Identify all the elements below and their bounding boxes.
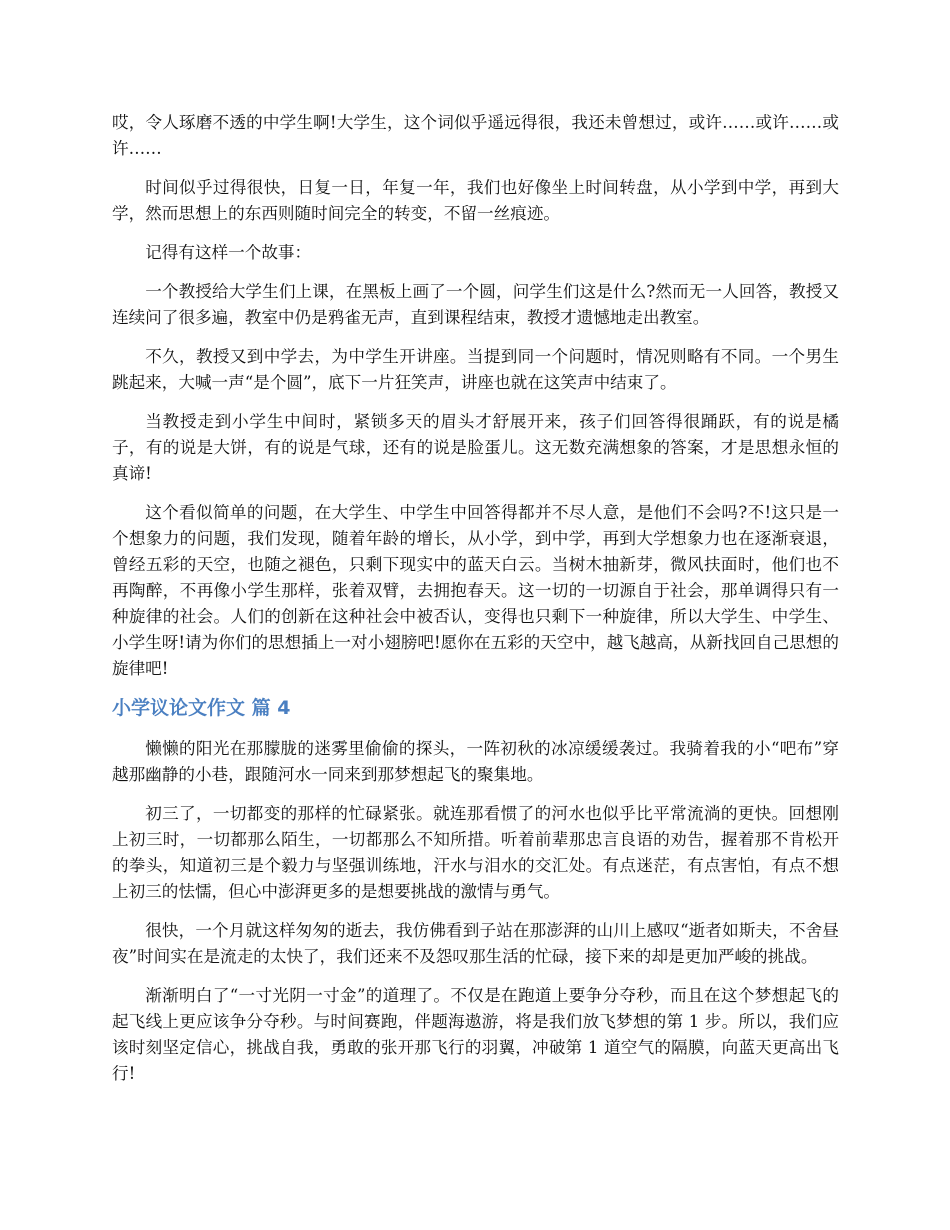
paragraph-2: 时间似乎过得很快，日复一日，年复一年，我们也好像坐上时间转盘，从小学到中学，再到大学，然而思想上的东西则随时间完全的转变，不留一丝痕迹。 [112, 178, 839, 223]
paragraph-10: 很快，一个月就这样匆匆的逝去，我仿佛看到子站在那澎湃的山川上感叹“逝者如斯夫，不舍昼夜”时间实在是流走的太快了，我们还来不及怨叹那生活的忙碌，接下来的却是更加严峻的挑战。 [112, 921, 839, 966]
paragraph-8: 懒懒的阳光在那朦胧的迷雾里偷偷的探头，一阵初秋的冰凉缓缓袭过。我骑着我的小“吧布”穿越那幽静的小巷，跟随河水一同来到那梦想起飞的聚集地。 [112, 739, 839, 784]
document-page [112, 110, 839, 1100]
paragraph-9: 初三了，一切都变的那样的忙碌紧张。就连那看惯了的河水也似乎比平常流淌的更快。回想刚上初三时，一切都那么陌生，一切都那么不知所措。听着前辈那忠言良语的劝告，握着那不肯松开的拳头，知道初三是个毅力与坚强训练地，汗水与泪水的交汇处。有点迷茫，有点害怕，有点不想上初三的怯懦，但心中澎湃更多的是想要挑战的激情与勇气。 [112, 804, 839, 901]
paragraph-11: 渐渐明白了“一寸光阴一寸金”的道理了。不仅是在跑道上要争分夺秒，而且在这个梦想起飞的起飞线上更应该争分夺秒。与时间赛跑，伴题海遨游，将是我们放飞梦想的第 1 步。所以，我们应该时刻坚定信心，挑战自我，勇敢的张开那飞行的羽翼，冲破第 1 道空气的隔膜，向蓝天更高出飞行! [112, 986, 839, 1083]
paragraph-6: 当教授走到小学生中间时，紧锁多天的眉头才舒展开来，孩子们回答得很踊跃，有的说是橘子，有的说是大饼，有的说是气球，还有的说是脸蛋儿。这无数充满想象的答案，才是思想永恒的真谛! [112, 412, 839, 483]
paragraph-4: 一个教授给大学生们上课，在黑板上画了一个圆，问学生们这是什么?然而无一人回答，教授又连续问了很多遍，教室中仍是鸦雀无声，直到课程结束，教授才遗憾地走出教室。 [112, 282, 839, 327]
paragraph-1: 哎，令人琢磨不透的中学生啊!大学生，这个词似乎遥远得很，我还未曾想过，或许……或许……或许…… [112, 113, 839, 158]
section-heading: 小学议论文作文 篇 4 [112, 697, 291, 719]
paragraph-5: 不久，教授又到中学去，为中学生开讲座。当提到同一个问题时，情况则略有不同。一个男生跳起来，大喊一声“是个圆”，底下一片狂笑声，讲座也就在这笑声中结束了。 [112, 347, 839, 392]
paragraph-7: 这个看似简单的问题，在大学生、中学生中回答得都并不尽人意，是他们不会吗?不!这只是一个想象力的问题，我们发现，随着年龄的增长，从小学，到中学，再到大学想象力也在逐渐衰退，曾经五彩的天空，也随之褪色，只剩下现实中的蓝天白云。当树木抽新芽，微风扶面时，他们也不再陶醉，不再像小学生那样，张着双臂，去拥抱春天。这一切的一切源自于社会，那单调得只有一种旋律的社会。人们的创新在这种社会中被否认，变得也只剩下一种旋律，所以大学生、中学生、小学生呀!请为你们的思想插上一对小翅膀吧!愿你在五彩的天空中，越飞越高，从新找回自己思想的旋律吧! [112, 503, 839, 678]
paragraph-3: 记得有这样一个故事： [145, 243, 312, 262]
